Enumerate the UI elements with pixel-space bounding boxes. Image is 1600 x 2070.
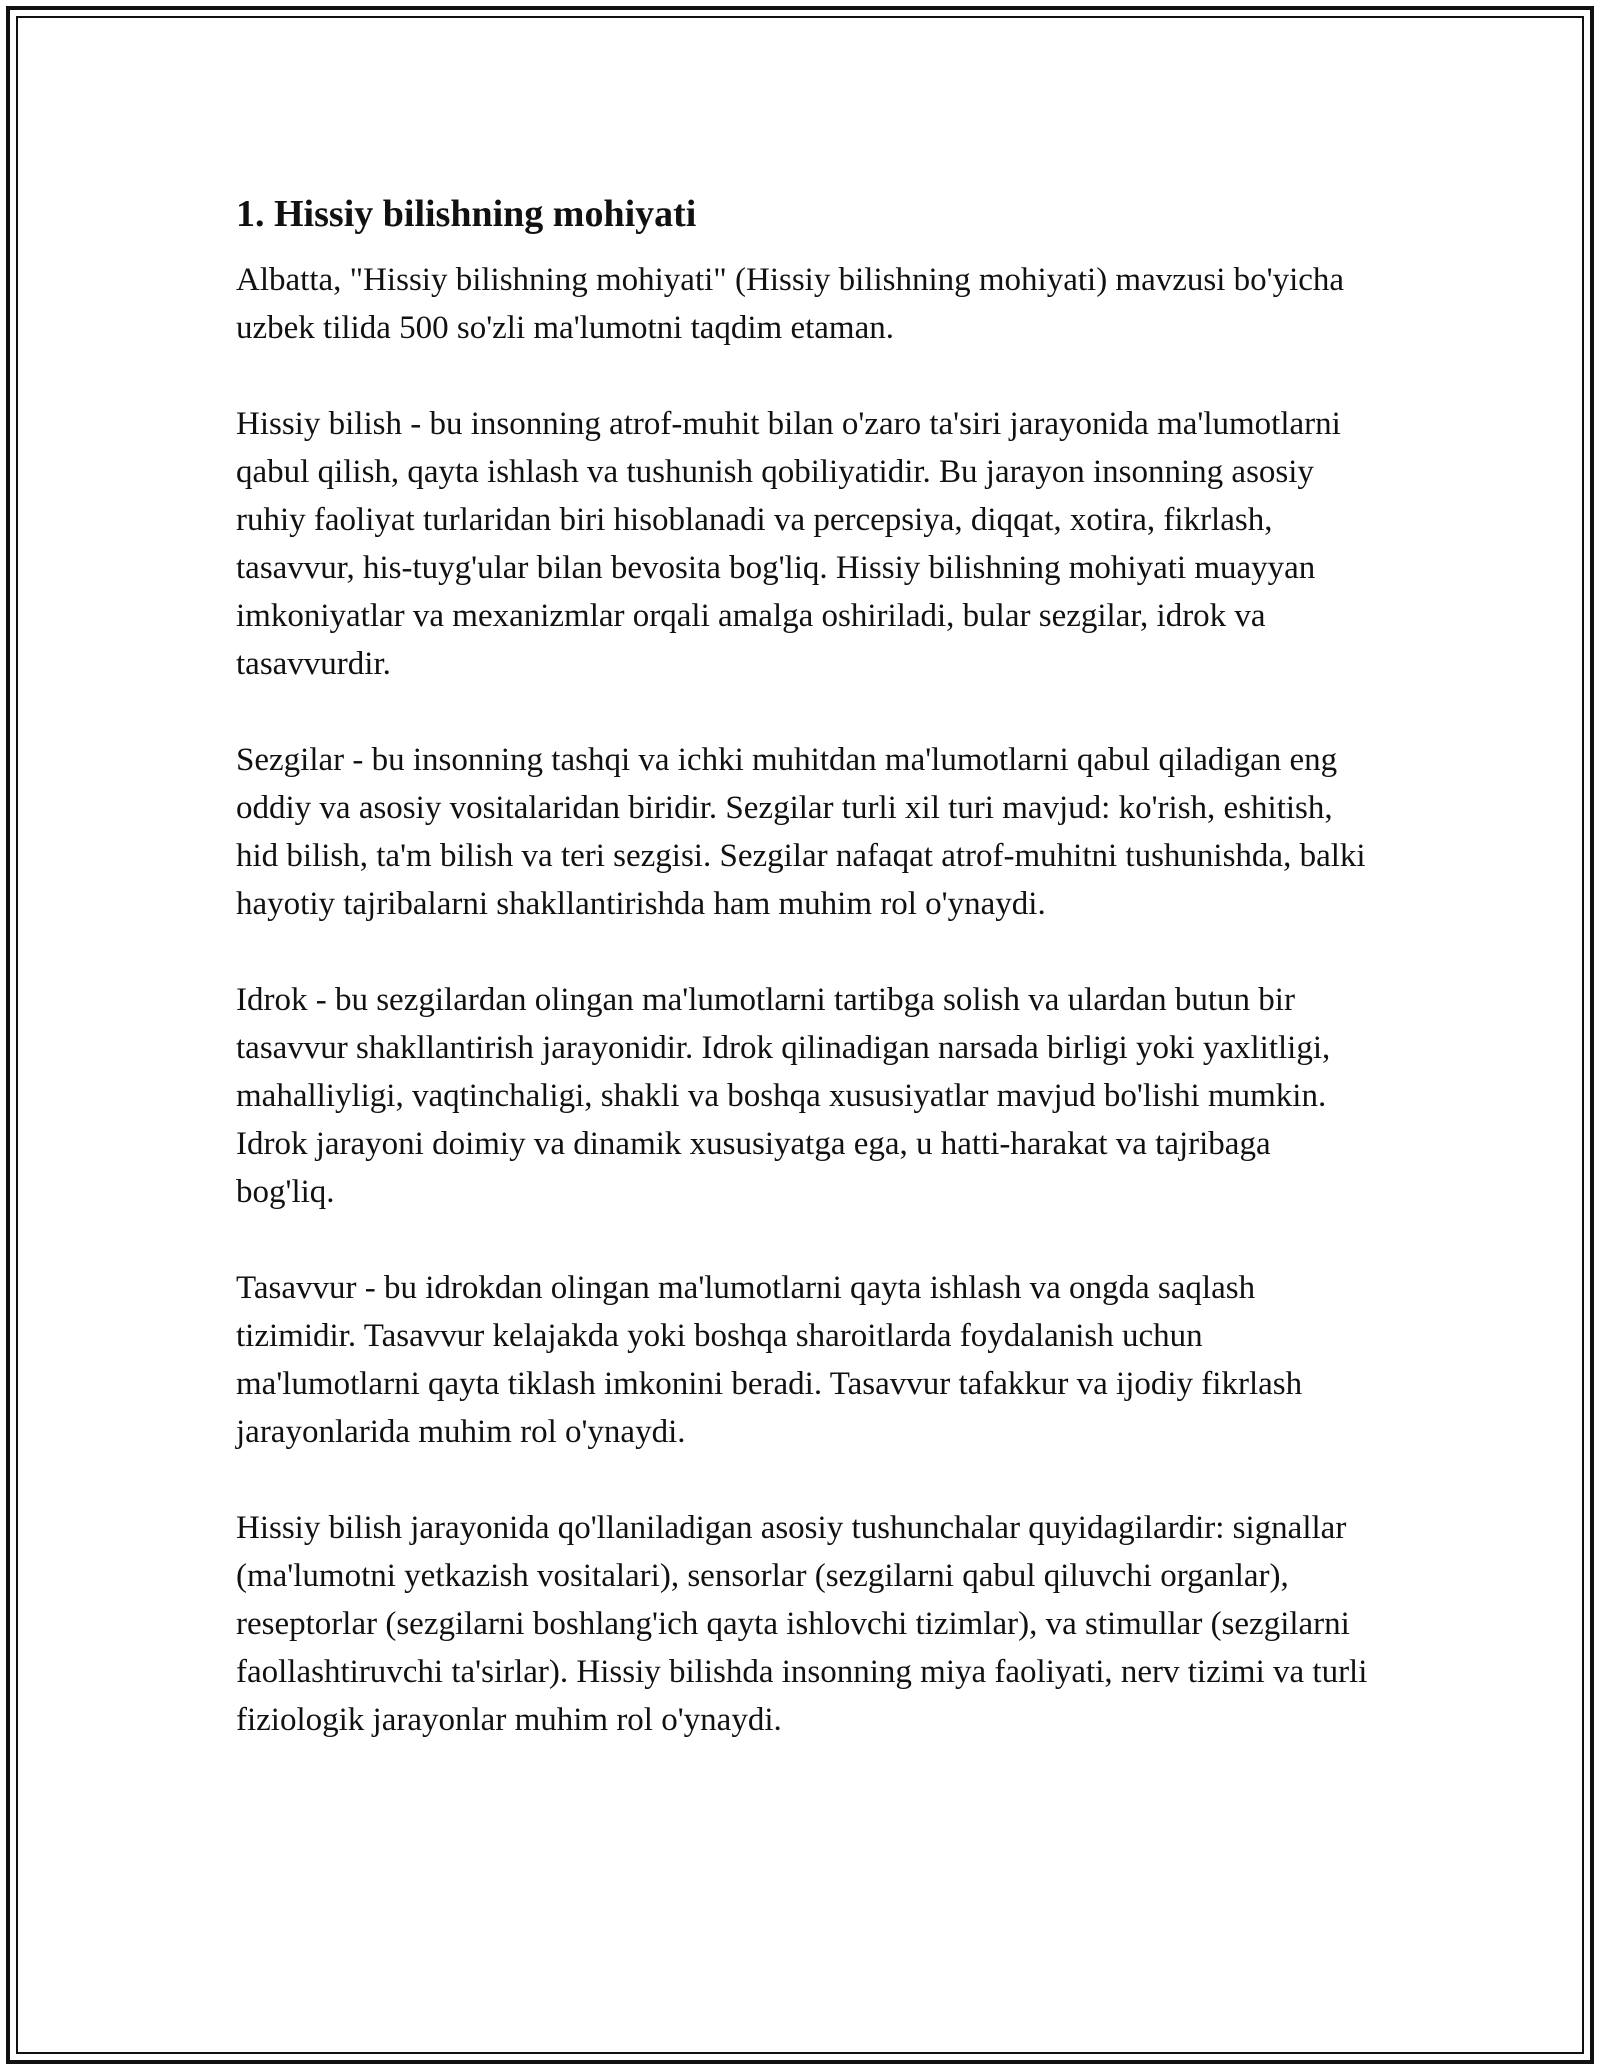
document-body bbox=[236, 188, 1370, 1744]
section-heading: 1. Hissiy bilishning mohiyati bbox=[236, 193, 697, 235]
paragraph-idrok: Idrok - bu sezgilardan olingan ma'lumotlarni tartibga solish va ulardan butun bir tasavvur shakllantirish jarayonidir. Idrok qilinadigan narsada birligi yoki yaxlitligi, mahalliyligi, vaqtinchaligi, shakli va boshqa xususiyatlar mavjud bo'lishi mumkin. Idrok jarayoni doimiy va dinamik xususiyatga ega, u hatti-harakat va tajribaga bog'liq. bbox=[236, 982, 1331, 1210]
paragraph-tushunchalar: Hissiy bilish jarayonida qo'llaniladigan asosiy tushunchalar quyidagilardir: signallar (ma'lumotni yetkazish vositalari), sensorlar (sezgilarni qabul qiluvchi organlar), reseptorlar (sezgilarni boshlang'ich qayta ishlovchi tizimlar), va stimullar (sezgilarni faollashtiruvchi ta'sirlar). Hissiy bilishda insonning miya faoliyati, nerv tizimi va turli fiziologik jarayonlar muhim rol o'ynaydi. bbox=[236, 1510, 1368, 1738]
paragraph-tasavvur: Tasavvur - bu idrokdan olingan ma'lumotlarni qayta ishlash va ongda saqlash tizimidir. Tasavvur kelajakda yoki boshqa sharoitlarda foydalanish uchun ma'lumotlarni qayta tiklash imkonini beradi. Tasavvur tafakkur va ijodiy fikrlash jarayonlarida muhim rol o'ynaydi. bbox=[236, 1270, 1303, 1450]
paragraph-intro: Albatta, "Hissiy bilishning mohiyati" (Hissiy bilishning mohiyati) mavzusi bo'yicha uzbek tilida 500 so'zli ma'lumotni taqdim etaman. bbox=[236, 262, 1345, 346]
paragraph-hissiy-bilish: Hissiy bilish - bu insonning atrof-muhit bilan o'zaro ta'siri jarayonida ma'lumotlarni qabul qilish, qayta ishlash va tushunish qobiliyatidir. Bu jarayon insonning asosiy ruhiy faoliyat turlaridan biri hisoblanadi va percepsiya, diqqat, xotira, fikrlash, tasavvur, his-tuyg'ular bilan bevosita bog'liq. Hissiy bilishning mohiyati muayyan imkoniyatlar va mexanizmlar orqali amalga oshiriladi, bular sezgilar, idrok va tasavvurdir. bbox=[236, 406, 1341, 682]
paragraph-sezgilar: Sezgilar - bu insonning tashqi va ichki muhitdan ma'lumotlarni qabul qiladigan eng oddiy va asosiy vositalaridan biridir. Sezgilar turli xil turi mavjud: ko'rish, eshitish, hid bilish, ta'm bilish va teri sezgisi. Sezgilar nafaqat atrof-muhitni tushunishda, balki hayotiy tajribalarni shakllantirishda ham muhim rol o'ynaydi. bbox=[236, 742, 1366, 922]
